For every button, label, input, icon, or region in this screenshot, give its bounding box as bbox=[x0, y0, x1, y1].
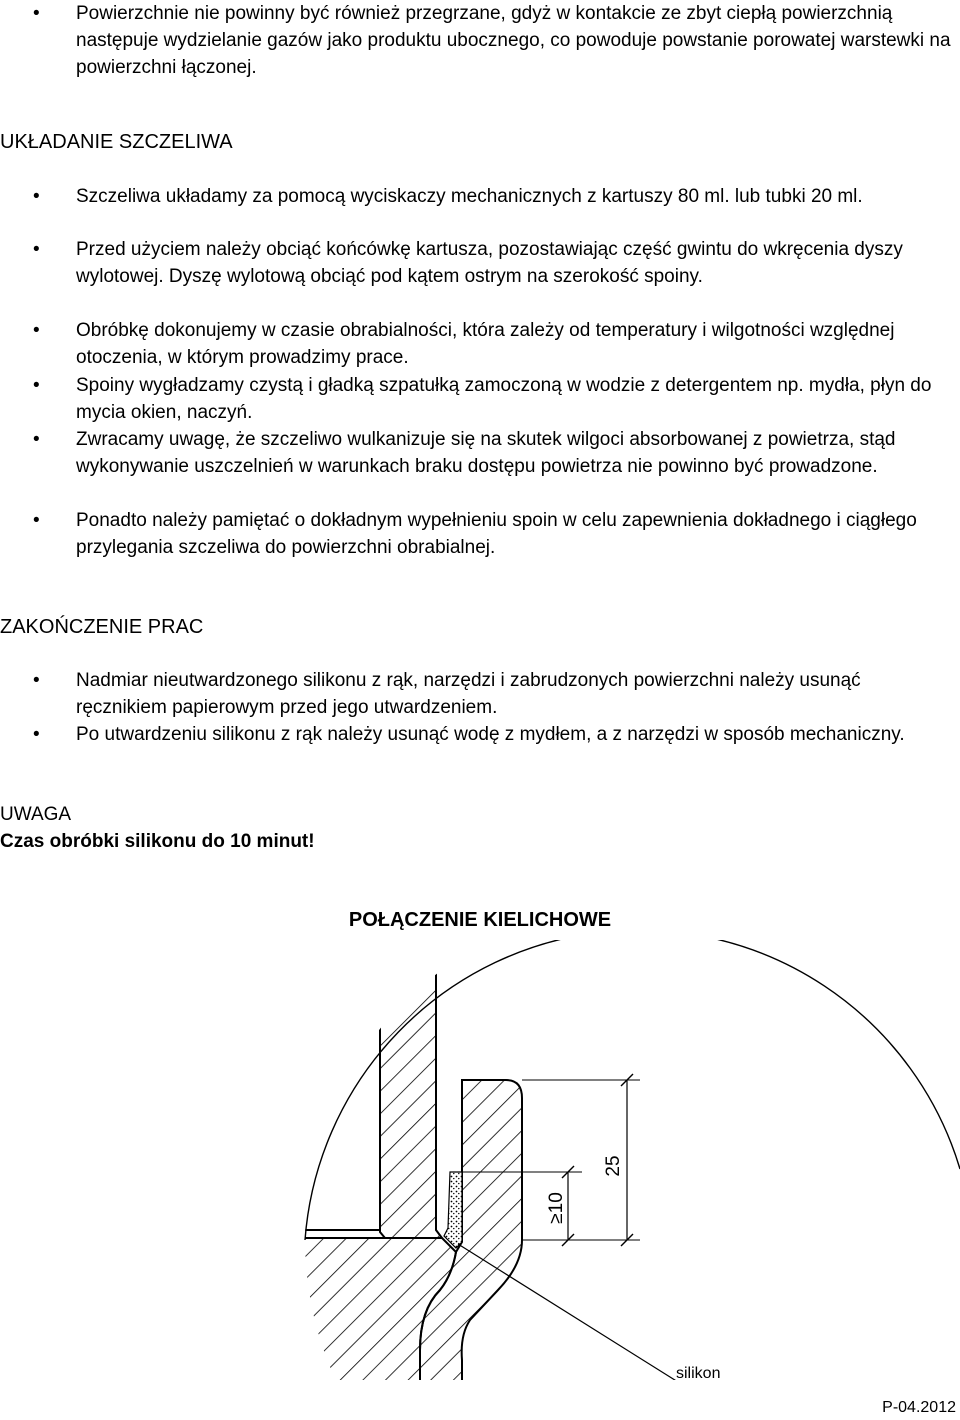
bullet-marker: • bbox=[33, 239, 40, 260]
list-item: Po utwardzeniu silikonu z rąk należy usunąć wodę z mydłem, a z narzędzi w sposób mechaniczny. bbox=[76, 724, 905, 745]
list-item: Zwracamy uwagę, że szczeliwo wulkanizuje się na skutek wilgoci absorbowanej z powietrza, stąd wykonywanie uszczelnień w warunkach braku dostępu powietrza nie powinno być prowadzone. bbox=[76, 429, 896, 477]
bullet-marker: • bbox=[33, 429, 40, 450]
bullet-marker: • bbox=[33, 375, 40, 396]
list-item: Szczeliwa układamy za pomocą wyciskaczy mechanicznych z kartuszy 80 ml. lub tubki 20 ml. bbox=[76, 186, 863, 207]
bullet-marker: • bbox=[33, 3, 40, 24]
document-code: P-04.2012 bbox=[882, 1399, 956, 1416]
list-item: Nadmiar nieutwardzonego silikonu z rąk, narzędzi i zabrudzonych powierzchni należy usunąć ręcznikiem papierowym przed jego utwardzeniem. bbox=[76, 670, 861, 718]
list-item: Przed użyciem należy obciąć końcówkę kartusza, pozostawiając część gwintu do wkręcenia dyszy wylotowej. Dyszę wylotową obciąć pod kątem ostrym na szerokość spoiny. bbox=[76, 239, 903, 287]
dimension-label-10: ≥10 bbox=[546, 1192, 567, 1224]
silicone-leader-line bbox=[458, 1244, 678, 1380]
bullet-marker: • bbox=[33, 510, 40, 531]
silicone-label: silikon bbox=[676, 1365, 721, 1380]
intro-paragraph: Powierzchnie nie powinny być również przegrzane, gdyż w kontakcie ze zbyt ciepłą powierzchnią następuje wydzielanie gazów jako produktu ubocznego, co powoduje powstanie porowatej warstewki na powierzchni łączonej. bbox=[76, 3, 951, 78]
bullet-marker: • bbox=[33, 724, 40, 745]
dimension-label-25: 25 bbox=[603, 1155, 624, 1177]
section-title-work-completion: ZAKOŃCZENIE PRAC bbox=[0, 616, 204, 638]
list-item: Ponadto należy pamiętać o dokładnym wypełnieniu spoin w celu zapewnienia dokładnego i ciągłego przylegania szczeliwa do powierzchni obrabialnej. bbox=[76, 510, 917, 558]
bullet-marker: • bbox=[33, 186, 40, 207]
bullet-marker: • bbox=[33, 320, 40, 341]
diagram-title: POŁĄCZENIE KIELICHOWE bbox=[348, 909, 612, 931]
list-item: Spoiny wygładzamy czystą i gładką szpatułką zamoczoną w wodzie z detergentem np. mydła, płyn do mycia okien, naczyń. bbox=[76, 375, 932, 423]
pipe-spigot-section bbox=[380, 940, 442, 1238]
list-item: Obróbkę dokonujemy w czasie obrabialności, która zależy od temperatury i wilgotności względnej otoczenia, w którym prowadzimy prace. bbox=[76, 320, 895, 368]
socket-joint-diagram bbox=[300, 940, 960, 1380]
section-title-sealant-laying: UKŁADANIE SZCZELIWA bbox=[0, 131, 233, 153]
warning-title: UWAGA bbox=[0, 804, 72, 825]
bullet-marker: • bbox=[33, 670, 40, 691]
warning-text: Czas obróbki silikonu do 10 minut! bbox=[0, 831, 315, 852]
silicone-fill bbox=[444, 1172, 462, 1248]
